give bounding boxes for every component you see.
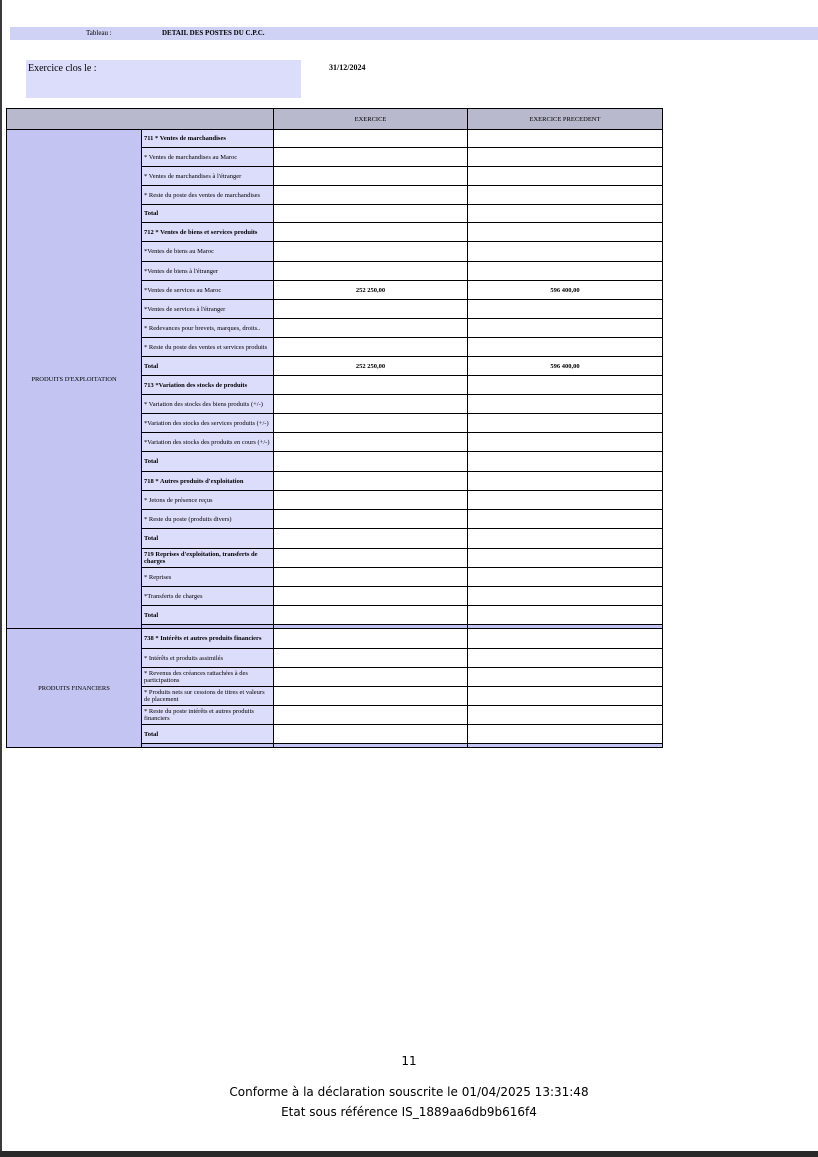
value-precedent [468, 472, 663, 491]
value-precedent [468, 262, 663, 281]
header-blank-cell [7, 109, 274, 130]
row-label: Total [142, 205, 274, 223]
row-label: *Variation des stocks des services produits (+/-) [142, 414, 274, 433]
row-label: * Reste du poste (produits divers) [142, 510, 274, 529]
value-exercice [274, 452, 468, 472]
value-precedent [468, 414, 663, 433]
row-label: * Produits nets sur cessions de titres et valeurs de placement [142, 687, 274, 706]
table-row [7, 130, 663, 148]
row-label: * Jetons de présence reçus [142, 491, 274, 510]
value-precedent [468, 452, 663, 472]
value-precedent [468, 549, 663, 568]
separator-cell [468, 744, 663, 748]
value-exercice [274, 668, 468, 687]
value-precedent [468, 130, 663, 148]
value-exercice [274, 649, 468, 668]
value-exercice [274, 338, 468, 357]
document-title: DETAIL DES POSTES DU C.P.C. [162, 29, 265, 37]
value-precedent [468, 725, 663, 744]
row-label: 738 * Intérêts et autres produits financiers [142, 629, 274, 649]
row-label: *Ventes de services à l'étranger [142, 300, 274, 319]
value-exercice [274, 262, 468, 281]
value-precedent [468, 338, 663, 357]
value-precedent [468, 300, 663, 319]
value-precedent [468, 186, 663, 205]
value-exercice [274, 167, 468, 186]
value-exercice [274, 433, 468, 452]
exercice-label-box [26, 60, 301, 98]
value-exercice [274, 629, 468, 649]
row-label: 712 * Ventes de biens et services produits [142, 223, 274, 242]
row-label: Total [142, 357, 274, 376]
row-label: *Ventes de biens à l'étranger [142, 262, 274, 281]
value-precedent [468, 649, 663, 668]
exercice-label: Exercice clos le : [28, 63, 97, 74]
value-exercice: 252 250,00 [274, 357, 468, 376]
value-exercice [274, 568, 468, 587]
row-label: * Revenus des créances rattachées à des participations [142, 668, 274, 687]
value-exercice [274, 319, 468, 338]
value-exercice [274, 148, 468, 167]
row-label: 713 *Variation des stocks de produits [142, 376, 274, 395]
row-label: * Reprises [142, 568, 274, 587]
row-label: *Variation des stocks des produits en cours (+/-) [142, 433, 274, 452]
value-precedent: 596 400,00 [468, 357, 663, 376]
value-precedent [468, 433, 663, 452]
value-exercice [274, 130, 468, 148]
separator-cell [274, 744, 468, 748]
value-exercice [274, 606, 468, 625]
value-exercice [274, 186, 468, 205]
row-label: * Variation des stocks des biens produits (+/-) [142, 395, 274, 414]
row-label: *Transferts de charges [142, 587, 274, 606]
value-precedent [468, 587, 663, 606]
value-precedent [468, 376, 663, 395]
header-bar [10, 27, 818, 40]
value-exercice [274, 414, 468, 433]
value-precedent [468, 167, 663, 186]
value-exercice [274, 491, 468, 510]
row-label: 718 * Autres produits d'exploitation [142, 472, 274, 491]
col-header-precedent: EXERCICE PRECEDENT [468, 109, 663, 130]
value-precedent [468, 205, 663, 223]
row-label: * Reste du poste des ventes de marchandises [142, 186, 274, 205]
row-label: *Ventes de biens au Maroc [142, 242, 274, 262]
separator-cell [142, 744, 274, 748]
row-label: * Reste du poste des ventes et services produits [142, 338, 274, 357]
value-exercice [274, 242, 468, 262]
row-label: * Redevances pour brevets, marques, droits.. [142, 319, 274, 338]
value-exercice [274, 223, 468, 242]
group-produits-financiers: PRODUITS FINANCIERS [7, 629, 142, 748]
value-precedent [468, 668, 663, 687]
value-exercice [274, 300, 468, 319]
value-exercice: 252 250,00 [274, 281, 468, 300]
row-label: Total [142, 452, 274, 472]
value-precedent [468, 223, 663, 242]
row-label: *Ventes de services au Maroc [142, 281, 274, 300]
value-exercice [274, 549, 468, 568]
row-label: * Ventes de marchandises à l'étranger [142, 167, 274, 186]
value-precedent [468, 319, 663, 338]
cpc-table [6, 108, 663, 748]
value-precedent [468, 529, 663, 549]
row-label: * Intérêts et produits assimilés [142, 649, 274, 668]
row-label: Total [142, 725, 274, 744]
page-number: 11 [401, 1054, 417, 1068]
exercice-date: 31/12/2024 [329, 63, 366, 72]
value-precedent [468, 242, 663, 262]
value-precedent [468, 568, 663, 587]
value-precedent [468, 706, 663, 725]
reference-line: Etat sous référence IS_1889aa6db9b616f4 [281, 1105, 537, 1119]
left-border [0, 0, 2, 1157]
row-label: * Ventes de marchandises au Maroc [142, 148, 274, 167]
value-precedent [468, 510, 663, 529]
value-exercice [274, 395, 468, 414]
value-precedent [468, 687, 663, 706]
value-exercice [274, 376, 468, 395]
conformity-line: Conforme à la déclaration souscrite le 01/04/2025 13:31:48 [229, 1085, 589, 1099]
value-precedent [468, 491, 663, 510]
value-precedent [468, 148, 663, 167]
value-exercice [274, 205, 468, 223]
group-produits-exploitation: PRODUITS D'EXPLOITATION [7, 130, 142, 629]
value-exercice [274, 706, 468, 725]
value-precedent [468, 606, 663, 625]
table-header-row [7, 109, 663, 130]
tableau-label: Tableau : [86, 29, 112, 37]
row-label: Total [142, 606, 274, 625]
value-exercice [274, 529, 468, 549]
row-label: 719 Reprises d'exploitation, transferts de charges [142, 549, 274, 568]
value-precedent [468, 395, 663, 414]
row-label: 711 * Ventes de marchandises [142, 130, 274, 148]
value-exercice [274, 587, 468, 606]
value-precedent [468, 629, 663, 649]
table-row [7, 629, 663, 649]
bottom-border [0, 1151, 818, 1157]
value-exercice [274, 472, 468, 491]
row-label: * Reste du poste intérêts et autres produits financiers [142, 706, 274, 725]
value-exercice [274, 725, 468, 744]
col-header-exercice: EXERCICE [274, 109, 468, 130]
row-label: Total [142, 529, 274, 549]
value-exercice [274, 510, 468, 529]
value-exercice [274, 687, 468, 706]
value-precedent: 596 400,00 [468, 281, 663, 300]
